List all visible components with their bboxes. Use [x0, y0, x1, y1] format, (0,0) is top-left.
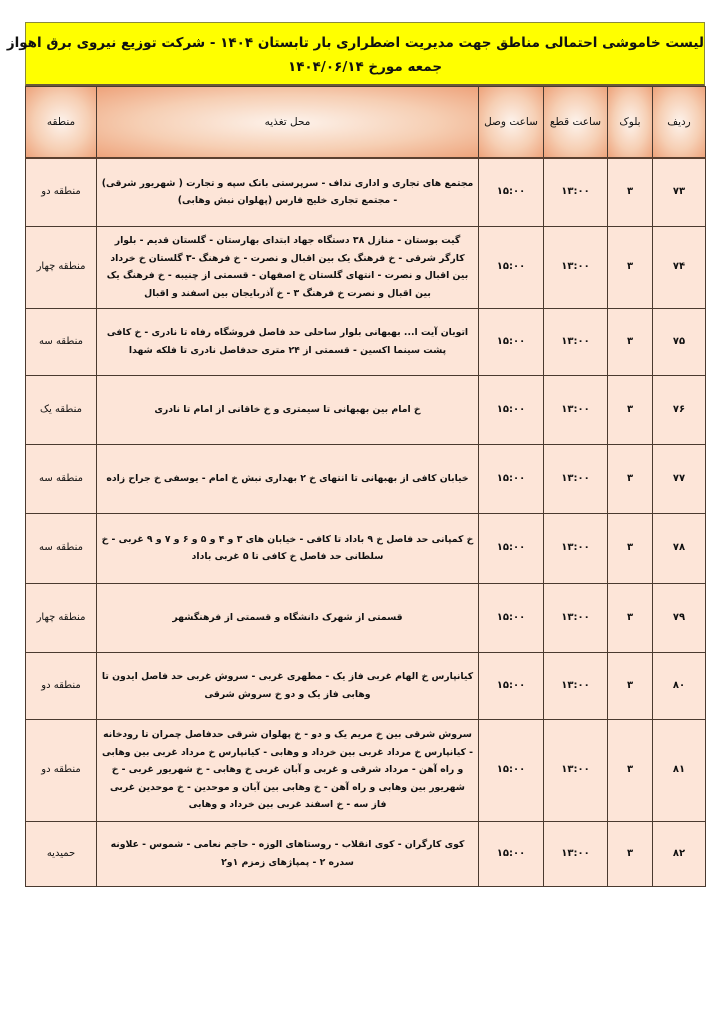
cell-region: منطقه دو	[26, 158, 97, 226]
cell-block: ۳	[608, 158, 653, 226]
cell-cut-time: ۱۳:۰۰	[544, 719, 608, 821]
column-header-connect-time: ساعت وصل	[479, 87, 544, 159]
cell-block: ۳	[608, 444, 653, 513]
cell-location: کیانپارس خ الهام غربی فاز یک - مطهری غربی - سروش غربی حد فاصل ایدون تا وهابی فاز یک و دو خ سروش شرقی	[97, 652, 479, 719]
table-row	[26, 652, 706, 719]
cell-cut-time: ۱۳:۰۰	[544, 158, 608, 226]
table-row	[26, 308, 706, 375]
cell-block: ۳	[608, 821, 653, 886]
cell-block: ۳	[608, 719, 653, 821]
table-header-row	[26, 87, 706, 159]
document-title: لیست خاموشی احتمالی مناطق جهت مدیریت اضطراری بار تابستان ۱۴۰۴ - شرکت توزیع نیروی برق اهواز	[6, 35, 704, 51]
cell-region: حمیدیه	[26, 821, 97, 886]
column-header-block: بلوک	[608, 87, 653, 159]
cell-block: ۳	[608, 513, 653, 583]
cell-connect-time: ۱۵:۰۰	[479, 375, 544, 444]
column-header-location: محل تغذیه	[97, 87, 479, 159]
cell-location: کوی کارگران - کوی انقلاب - روستاهای الوزه - حاجم نعامی - شموس - علاونه سدره ۲ - پمپاژهای زمزم ۱و۲	[97, 821, 479, 886]
cell-cut-time: ۱۳:۰۰	[544, 444, 608, 513]
cell-location: گیت بوستان - منازل ۳۸ دستگاه جهاد ابتدای بهارستان - گلستان قدیم - بلوار کارگر شرقی - خ فرهنگ یک بین اقبال و نصرت - خ فرهنگ -۳ گلستان خ خرداد بین اقبال و نصرت - انتهای گلستان خ اصفهان - قسمتی از چنیبه - خ فرهنگ یک بین اقبال و نصرت خ فرهنگ ۳ - خ آذربایجان بین اسفند و اقبال	[97, 226, 479, 308]
cell-region: منطقه سه	[26, 308, 97, 375]
cell-location: قسمتی از شهرک دانشگاه و قسمتی از فرهنگشهر	[97, 583, 479, 652]
cell-location: سروش شرقی بین خ مریم یک و دو - خ پهلوان شرقی حدفاصل چمران تا رودخانه - کیانپارس خ مرداد غربی بین خرداد و وهابی - کیانپارس خ مرداد غربی بین وهابی و راه آهن - مرداد شرقی و غربی و آبان غربی خ وهابی - خ شهریور غربی - خ شهریور بین وهابی و راه آهن - خ وهابی بین آبان و موحدین - خ موحدین غربی فاز سه - خ اسفند غربی بین خرداد و وهابی	[97, 719, 479, 821]
outage-table	[25, 86, 706, 887]
cell-cut-time: ۱۳:۰۰	[544, 308, 608, 375]
cell-connect-time: ۱۵:۰۰	[479, 444, 544, 513]
cell-block: ۳	[608, 226, 653, 308]
cell-location: اتوبان آیت ا... بهبهانی بلوار ساحلی حد فاصل فروشگاه رفاه تا نادری - خ کافی پشت سینما اکسین - قسمتی از ۲۴ متری حدفاصل نادری تا فلکه شهدا	[97, 308, 479, 375]
document-date: جمعه مورخ ۱۴۰۴/۰۶/۱۴	[287, 59, 443, 75]
cell-cut-time: ۱۳:۰۰	[544, 226, 608, 308]
cell-row-no: ۷۹	[653, 583, 706, 652]
cell-connect-time: ۱۵:۰۰	[479, 158, 544, 226]
cell-region: منطقه سه	[26, 444, 97, 513]
cell-location: خیابان کافی از بهبهانی تا انتهای خ ۲ بهداری نبش خ امام - یوسفی خ جراح زاده	[97, 444, 479, 513]
cell-connect-time: ۱۵:۰۰	[479, 583, 544, 652]
column-header-row-no: ردیف	[653, 87, 706, 159]
cell-connect-time: ۱۵:۰۰	[479, 821, 544, 886]
cell-region: منطقه چهار	[26, 226, 97, 308]
cell-cut-time: ۱۳:۰۰	[544, 652, 608, 719]
table-row	[26, 719, 706, 821]
cell-connect-time: ۱۵:۰۰	[479, 719, 544, 821]
cell-row-no: ۷۳	[653, 158, 706, 226]
cell-cut-time: ۱۳:۰۰	[544, 583, 608, 652]
cell-location: خ کمپانی حد فاصل خ ۹ باداد تا کافی - خیابان های ۳ و ۴ و ۵ و ۶ و ۷ و ۹ غربی - خ سلطانی حد فاصل خ کافی تا ۵ غربی باداد	[97, 513, 479, 583]
column-header-region: منطقه	[26, 87, 97, 159]
cell-connect-time: ۱۵:۰۰	[479, 652, 544, 719]
cell-row-no: ۸۲	[653, 821, 706, 886]
cell-location: مجتمع های تجاری و اداری نداف - سرپرستی بانک سپه و تجارت ( شهریور شرقی) - مجتمع تجاری خلیج فارس (پهلوان نبش وهابی)	[97, 158, 479, 226]
table-row	[26, 375, 706, 444]
cell-row-no: ۷۵	[653, 308, 706, 375]
table-row	[26, 821, 706, 886]
cell-cut-time: ۱۳:۰۰	[544, 821, 608, 886]
cell-connect-time: ۱۵:۰۰	[479, 226, 544, 308]
table-row	[26, 444, 706, 513]
cell-row-no: ۷۸	[653, 513, 706, 583]
table-row	[26, 226, 706, 308]
cell-region: منطقه چهار	[26, 583, 97, 652]
cell-cut-time: ۱۳:۰۰	[544, 513, 608, 583]
cell-block: ۳	[608, 583, 653, 652]
cell-row-no: ۷۴	[653, 226, 706, 308]
cell-block: ۳	[608, 375, 653, 444]
table-row	[26, 158, 706, 226]
cell-region: منطقه دو	[26, 652, 97, 719]
cell-row-no: ۷۷	[653, 444, 706, 513]
cell-region: منطقه یک	[26, 375, 97, 444]
cell-block: ۳	[608, 652, 653, 719]
cell-region: منطقه دو	[26, 719, 97, 821]
cell-row-no: ۸۱	[653, 719, 706, 821]
cell-region: منطقه سه	[26, 513, 97, 583]
cell-location: خ امام بین بهبهانی تا سیمتری و خ خاقانی از امام تا نادری	[97, 375, 479, 444]
cell-connect-time: ۱۵:۰۰	[479, 308, 544, 375]
table-row	[26, 583, 706, 652]
table-row	[26, 513, 706, 583]
cell-connect-time: ۱۵:۰۰	[479, 513, 544, 583]
cell-row-no: ۸۰	[653, 652, 706, 719]
outage-schedule-sheet	[6, 22, 705, 887]
cell-block: ۳	[608, 308, 653, 375]
cell-cut-time: ۱۳:۰۰	[544, 375, 608, 444]
column-header-cut-time: ساعت قطع	[544, 87, 608, 159]
cell-row-no: ۷۶	[653, 375, 706, 444]
title-banner	[6, 22, 705, 86]
